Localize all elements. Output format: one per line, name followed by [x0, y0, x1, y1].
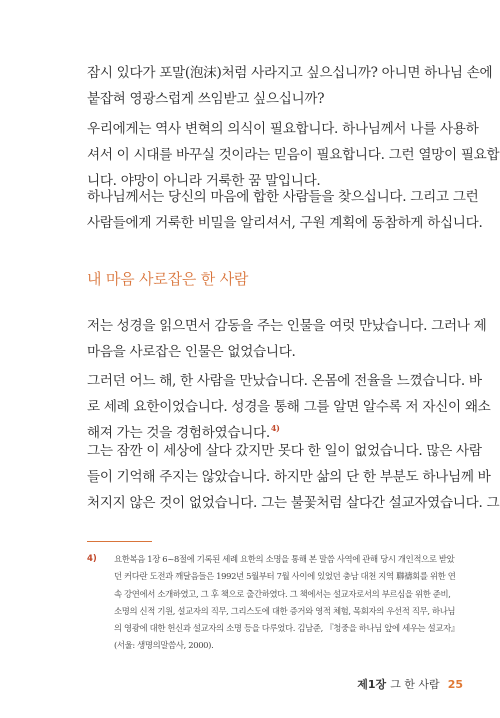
text-line: 처지지 않은 것이 없었습니다. 그는 불꽃처럼 살다간 설교자였습니다. 그 — [87, 495, 500, 511]
text-line: 셔서 이 시대를 바꾸실 것이라는 믿음이 필요합니다. 그런 열망이 필요합 — [87, 147, 500, 163]
text-line: 하나님께서는 당신의 마음에 합한 사람들을 찾으십니다. 그리고 그런 — [87, 189, 479, 205]
paragraph-4 — [87, 313, 487, 365]
text-line: 니다. 야망이 아니라 거룩한 꿈 말입니다. — [87, 173, 321, 189]
text-line: 붙잡혀 영광스럽게 쓰임받고 싶으십니까? — [87, 91, 325, 107]
text-line: 우리에게는 역사 변혁의 의식이 필요합니다. 하나님께서 나를 사용하 — [87, 121, 479, 137]
footnote-line: (서울: 생명의말씀사, 2000). — [114, 640, 214, 651]
paragraph-3 — [87, 184, 483, 236]
section-heading: 내 마음 사로잡은 한 사람 — [87, 270, 249, 288]
text-line: 저는 성경을 읽으면서 감동을 주는 인물을 여럿 만났습니다. 그러나 제 — [87, 318, 487, 334]
footnote-text — [114, 551, 462, 655]
paragraph-1 — [87, 60, 493, 112]
text-line: 잠시 있다가 포말(泡沫)처럼 사라지고 싶으십니까? 아니면 하나님 손에 — [87, 65, 493, 81]
text-line: 로 세례 요한이었습니다. 성경을 통해 그를 알면 알수록 저 자신이 왜소 — [87, 399, 491, 415]
chapter-label: 제1장 — [357, 678, 387, 691]
footnote-line: 의 영광에 대한 헌신과 설교자의 소명 등을 다루었다. 김남준, 『청중을 하나님 앞에 세우는 설교자』 — [114, 623, 459, 634]
text-line: 들이 기억해 주지는 않았습니다. 하지만 삶의 단 한 부분도 하나님께 바 — [87, 469, 491, 485]
running-footer — [357, 676, 463, 692]
footnote — [87, 551, 462, 655]
footnote-line: 속 강연에서 소개하였고, 그 후 책으로 출간하였다. 그 책에서는 설교자로서의 부르심을 위한 준비, — [114, 588, 451, 599]
page-number: 25 — [447, 678, 463, 691]
footnote-divider — [87, 541, 152, 542]
chapter-title: 그 한 사람 — [390, 678, 440, 691]
footnote-line: 소명의 신적 기원, 설교자의 직무, 그리스도에 대한 증거와 영적 체험, 목회자의 우선적 직무, 하나님 — [114, 605, 456, 616]
footnote-reference[interactable]: 4) — [270, 423, 280, 433]
footnote-line: 요한복음 1장 6~8절에 기록된 세례 요한의 소명을 통해 본 말씀 사역에 관해 당시 개인적으로 받았 — [114, 554, 455, 564]
text-line: 해져 가는 것을 경험하였습니다. — [87, 425, 270, 441]
footnote-line: 던 커다란 도전과 깨달음들은 1992년 5월부터 7월 사이에 있었던 충남 대천 지역 聯禱회를 위한 연 — [114, 571, 456, 582]
paragraph-2 — [87, 116, 500, 194]
text-line: 사람들에게 거룩한 비밀을 알리셔서, 구원 계획에 동참하게 하십니다. — [87, 215, 483, 231]
footnote-marker: 4) — [87, 554, 97, 564]
text-line: 마음을 사로잡은 인물은 없었습니다. — [87, 344, 296, 360]
text-line: 그러던 어느 해, 한 사람을 만났습니다. 온몸에 전율을 느꼈습니다. 바 — [87, 373, 482, 389]
paragraph-6 — [87, 438, 500, 516]
text-line: 그는 잠깐 이 세상에 살다 갔지만 못다 한 일이 없었습니다. 많은 사람 — [87, 443, 482, 459]
paragraph-5 — [87, 368, 491, 446]
